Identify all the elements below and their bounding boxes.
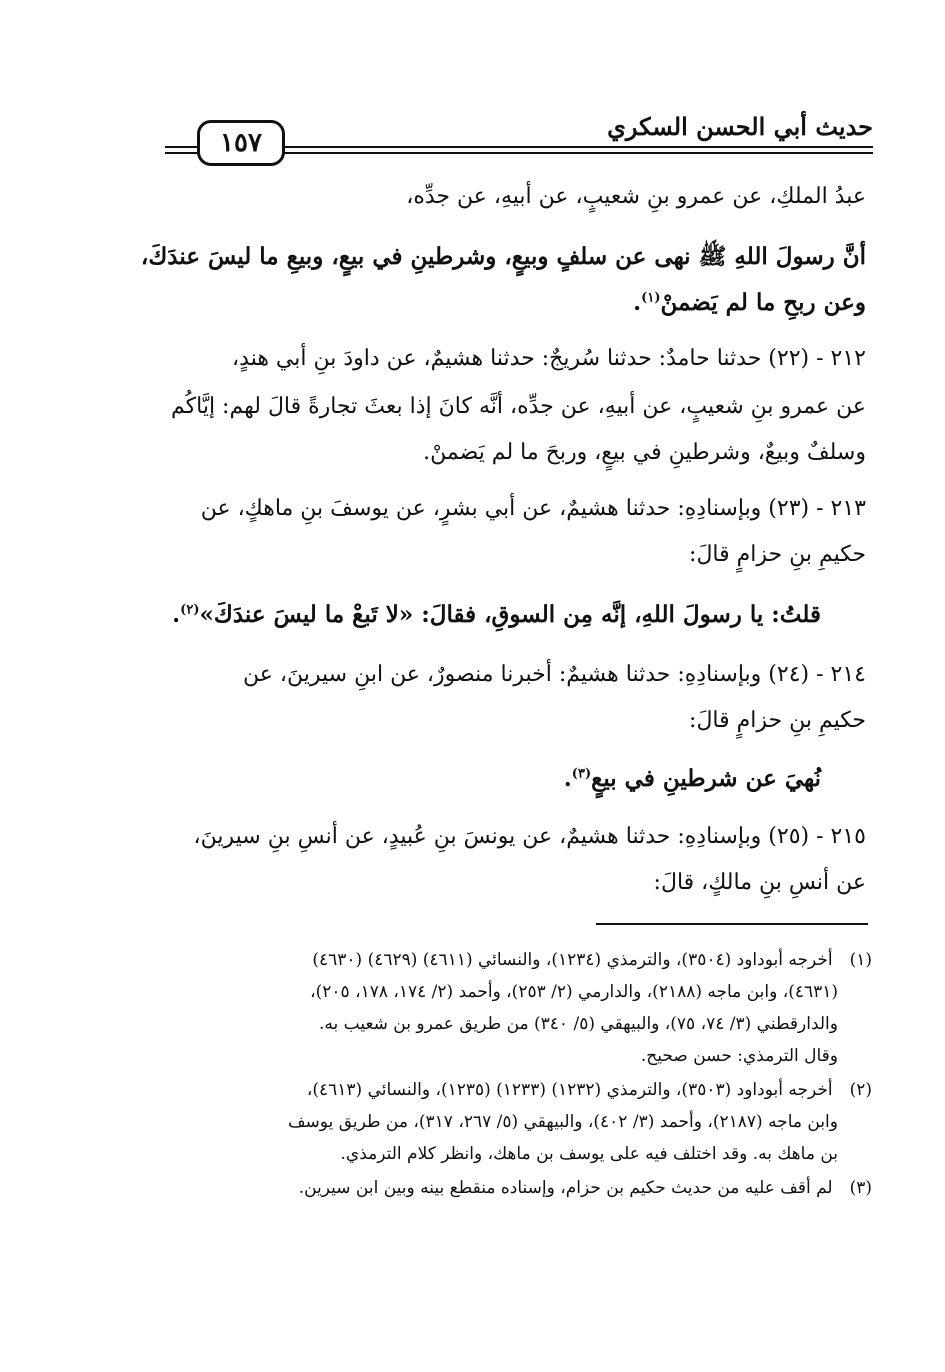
footnote-line: وقال الترمذي: حسن صحيح. xyxy=(640,1046,838,1066)
footnote-line xyxy=(160,946,872,974)
text-span: قلتُ: يا رسولَ اللهِ، إنَّه مِن السوقِ، فقالَ: «لا تَبعْ ما ليسَ عندَكَ» xyxy=(199,601,821,628)
text-line: حكيمِ بنِ حزامٍ قالَ: xyxy=(689,708,866,733)
text-line: وسلفٌ وبيعٌ، وشرطينِ في بيعٍ، وربحَ ما لم يَضمنْ. xyxy=(423,440,866,465)
text-line: عن عمرو بنِ شعيبٍ، عن أبيهِ، عن جدِّه، أنَّه كانَ إذا بعثَ تجارةً قالَ لهم: إيَّاكُم xyxy=(171,394,866,419)
footnote-line xyxy=(160,1174,872,1202)
text-line: عبدُ الملكِ، عن عمرو بنِ شعيبٍ، عن أبيهِ، عن جدِّه، xyxy=(406,184,866,209)
text-line: وعن ربحِ ما لم يَضمنْ$^{(١)}$. xyxy=(633,289,866,316)
text-line: ٢١٣ - (٢٣) وبإسنادِهِ: حدثنا هشيمٌ، عن أبي بشرٍ، عن يوسفَ بنِ ماهكٍ، عن xyxy=(200,496,866,521)
footnote-line: بن ماهك به. وقد اختلف فيه على يوسف بن ماهك، وانظر كلام الترمذي. xyxy=(340,1144,838,1164)
footnote-text: أخرجه أبوداود (٣٥٠٣)، والترمذي (١٢٣٢) (١٢٣٣) (١٢٣٥)، والنسائي (٤٦١٣)، xyxy=(306,1080,833,1100)
footnote-text: لم أقف عليه من حديث حكيم بن حزام، وإسناده منقطع بينه وبين ابن سيرين. xyxy=(298,1178,833,1198)
footnote-ref: (٣) xyxy=(571,766,592,782)
page-header xyxy=(165,112,873,166)
text-line: حكيمِ بنِ حزامٍ قالَ: xyxy=(689,542,866,567)
footnote-ref: (١) xyxy=(641,290,661,306)
text-span: نُهيَ عن شرطينِ في بيعٍ xyxy=(591,765,821,792)
running-title: حديث أبي الحسن السكري xyxy=(597,112,873,142)
text-line: ٢١٥ - (٢٥) وبإسنادِهِ: حدثنا هشيمٌ، عن يونسَ بنِ عُبيدٍ، عن أنسِ بنِ سيرينَ، xyxy=(193,824,866,849)
footnote-separator xyxy=(596,923,868,925)
page-number: ١٥٧ xyxy=(197,120,285,166)
text-line: ٢١٤ - (٢٤) وبإسنادِهِ: حدثنا هشيمٌ: أخبرنا منصورٌ، عن ابنِ سيرينَ، عن xyxy=(243,662,866,687)
footnote-line: والدارقطني (٣/ ٧٤، ٧٥)، والبيهقي (٥/ ٣٤٠) من طريق عمرو بن شعيب به. xyxy=(318,1014,838,1034)
footnote-number: (٣) xyxy=(849,1178,872,1198)
text-line: قلتُ: يا رسولَ اللهِ، إنَّه مِن السوقِ، فقالَ: «لا تَبعْ ما ليسَ عندَكَ»$^{(٢)}$. xyxy=(172,601,821,628)
footnote-text: أخرجه أبوداود (٣٥٠٤)، والترمذي (١٢٣٤)، والنسائي (٤٦١١) (٤٦٢٩) (٤٦٣٠) xyxy=(312,950,833,970)
footnote-number: (٢) xyxy=(849,1080,872,1100)
text-line: نُهيَ عن شرطينِ في بيعٍ$^{(٣)}$. xyxy=(563,765,821,792)
text-line: ٢١٢ - (٢٢) حدثنا حامدٌ: حدثنا سُريجٌ: حدثنا هشيمٌ، عن داودَ بنِ أبي هندٍ، xyxy=(232,346,866,371)
text-line: أنَّ رسولَ اللهِ ﷺ نهى عن سلفٍ وبيعٍ، وشرطينِ في بيعٍ، وبيعِ ما ليسَ عندَكَ، xyxy=(140,243,866,270)
text-line: عن أنسِ بنِ مالكٍ، قالَ: xyxy=(653,870,866,895)
footnote-line xyxy=(160,1076,872,1104)
footnote-line: (٤٦٣١)، وابن ماجه (٢١٨٨)، والدارمي (٢/ ٢٥٣)، وأحمد (٢/ ١٧٤، ١٧٨، ٢٠٥)، xyxy=(310,982,838,1002)
text-span: وعن ربحِ ما لم يَضمنْ xyxy=(660,289,866,316)
footnote-line: وابن ماجه (٢١٨٧)، وأحمد (٣/ ٤٠٢)، والبيهقي (٥/ ٢٦٧، ٣١٧)، من طريق يوسف xyxy=(287,1112,838,1132)
footnote-ref: (٢) xyxy=(180,602,200,618)
footnote-number: (١) xyxy=(849,950,872,970)
